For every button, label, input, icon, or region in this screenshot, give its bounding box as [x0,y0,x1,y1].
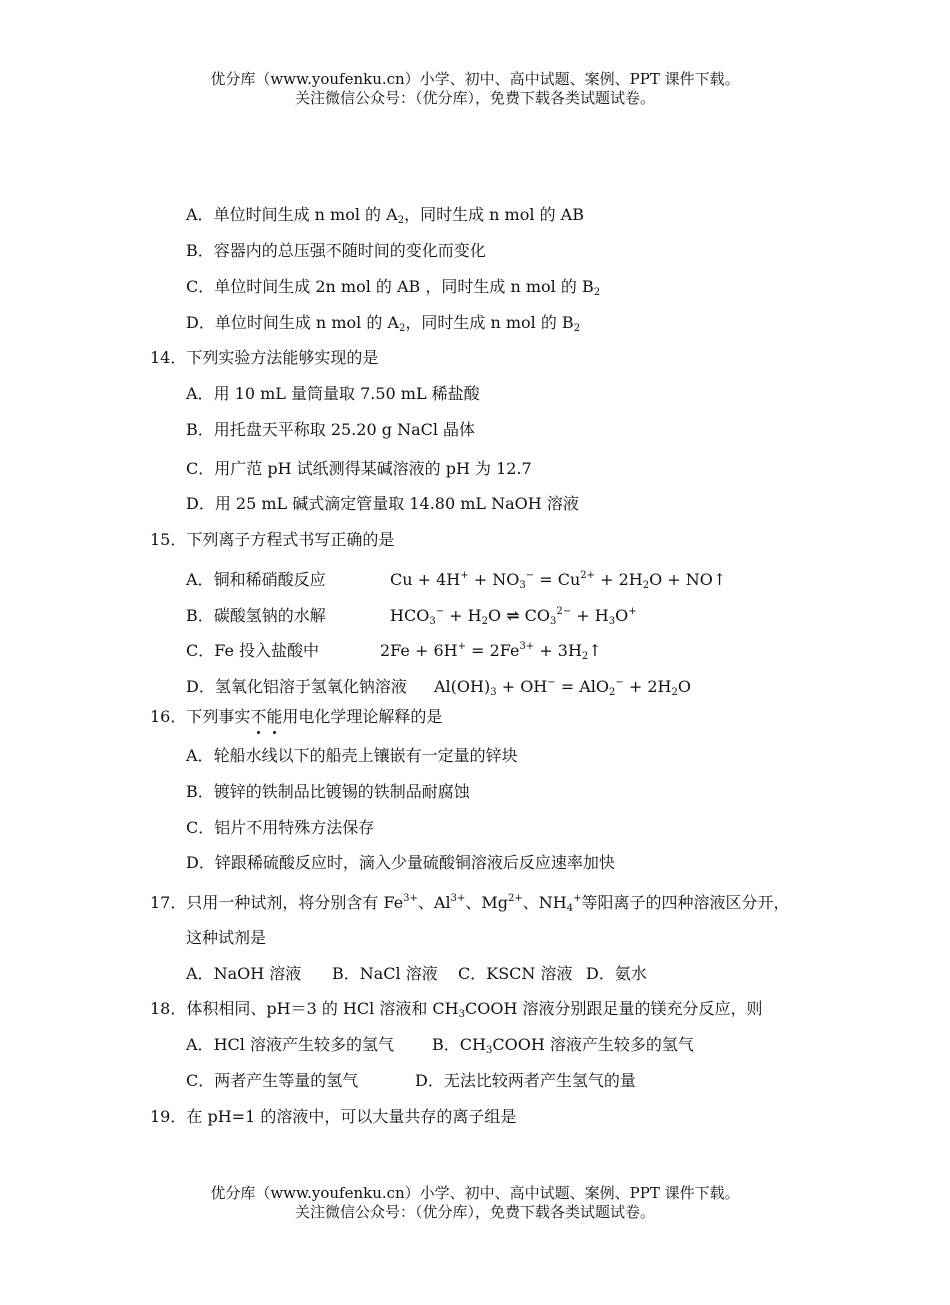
q19-stem: 19．在 pH=1 的溶液中，可以大量共存的离子组是 [150,1107,517,1126]
q13-option-d: D．单位时间生成 n mol 的 $A_2$，同时生成 n mol 的 $B_2$ [186,313,581,334]
q17-options [186,964,647,984]
q15-d-equation: $Al(OH)_3 + OH^- = AlO_2^- + 2H_2O$ [434,677,692,698]
q18-option-d: D．无法比较两者产生氢气的量 [415,1071,636,1090]
equilibrium-arrow-icon: ⇌ [506,606,520,625]
q16-option-a: A．轮船水线以下的船壳上镶嵌有一定量的锌块 [186,746,518,765]
q18-options-row-2 [186,1071,636,1091]
page-footer [0,1184,950,1222]
q17-option-c: C．KSCN 溶液 [458,964,573,983]
q16-stem: 16．下列事实不能用电化学理论解释的是 [150,707,443,726]
q18-options-row-1 [186,1035,694,1061]
footer-line-2: 关注微信公众号：（优分库），免费下载各类试题试卷。 [294,1203,655,1221]
q17-option-a: A．NaOH 溶液 [186,964,302,983]
q15-d-desc: D．氢氧化铝溶于氢氧化钠溶液 [186,677,407,696]
q15-option-c [186,637,602,667]
q14-option-c: C．用广范 pH 试纸测得某碱溶液的 pH 为 12.7 [186,459,532,478]
q15-a-equation: $Cu + 4H^+ + NO_3^- = Cu^{2+} + 2H_2O$ + NO↑ [390,570,727,591]
q13-option-b: B．容器内的总压强不随时间的变化而变化 [186,241,486,260]
page-header [0,70,950,108]
q18-option-c: C．两者产生等量的氢气 [186,1071,359,1090]
emphasis-char-1: 不 [250,707,267,726]
q14-option-d: D．用 25 mL 碱式滴定管量取 14.80 mL NaOH 溶液 [186,494,579,513]
q15-c-desc: C．Fe 投入盐酸中 [186,641,320,660]
q15-a-desc: A．铜和稀硝酸反应 [186,570,326,589]
header-line-2: 关注微信公众号：（优分库），免费下载各类试题试卷。 [294,89,655,107]
q16-option-d: D．锌跟稀硫酸反应时，滴入少量硫酸铜溶液后反应速率加快 [186,853,615,872]
q16-option-c: C．铝片不用特殊方法保存 [186,818,375,837]
q14-stem: 14．下列实验方法能够实现的是 [150,348,379,367]
q15-option-d [186,673,691,703]
q18-option-b: B．$CH_3COOH$ 溶液产生较多的氢气 [432,1035,694,1056]
q17-stem: 17．只用一种试剂，将分别含有 $Fe^{3+}$、$Al^{3+}$、$Mg^{2+}$、$NH_4^+$等阳离子的四种溶液区分开， [150,893,790,914]
footer-line-1: 优分库（www.youfenku.cn）小学、初中、高中试题、案例、PPT 课件下载。 [210,1184,740,1202]
q15-c-equation: $2Fe + 6H^+ = 2Fe^{3+}$ + $3H_2↑$ [380,641,602,662]
q15-stem: 15．下列离子方程式书写正确的是 [150,530,395,549]
q18-option-a: A．HCl 溶液产生较多的氢气 [186,1035,394,1054]
header-line-1: 优分库（www.youfenku.cn）小学、初中、高中试题、案例、PPT 课件下载。 [210,70,740,88]
q16-option-b: B．镀锌的铁制品比镀锡的铁制品耐腐蚀 [186,782,470,801]
q17-stem-line-2: 这种试剂是 [186,928,267,947]
q14-option-b: B．用托盘天平称取 25.20 g NaCl 晶体 [186,420,476,439]
q15-option-b [186,602,637,632]
q18-stem: 18．体积相同、pH＝3 的 HCl 溶液和 $CH_3COOH$ 溶液分别跟足量的镁充分反应，则 [150,999,763,1020]
q17-option-d: D．氨水 [586,964,647,983]
q13-option-a: A．单位时间生成 n mol 的 $A_2$，同时生成 n mol 的 AB [186,205,584,226]
emphasis-char-2: 能 [266,707,283,726]
q15-b-equation: $HCO_3^- + H_2O$ ⇌ $CO_3^{2-} + H_3O^+$ [390,606,637,627]
q17-option-b: B．NaCl 溶液 [332,964,438,983]
q14-option-a: A．用 10 mL 量筒量取 7.50 mL 稀盐酸 [186,384,480,403]
q13-option-c: C．单位时间生成 2n mol 的 AB ，同时生成 n mol 的 $B_2$ [186,277,601,298]
q15-option-a [186,566,726,596]
q15-b-desc: B．碳酸氢钠的水解 [186,606,326,625]
